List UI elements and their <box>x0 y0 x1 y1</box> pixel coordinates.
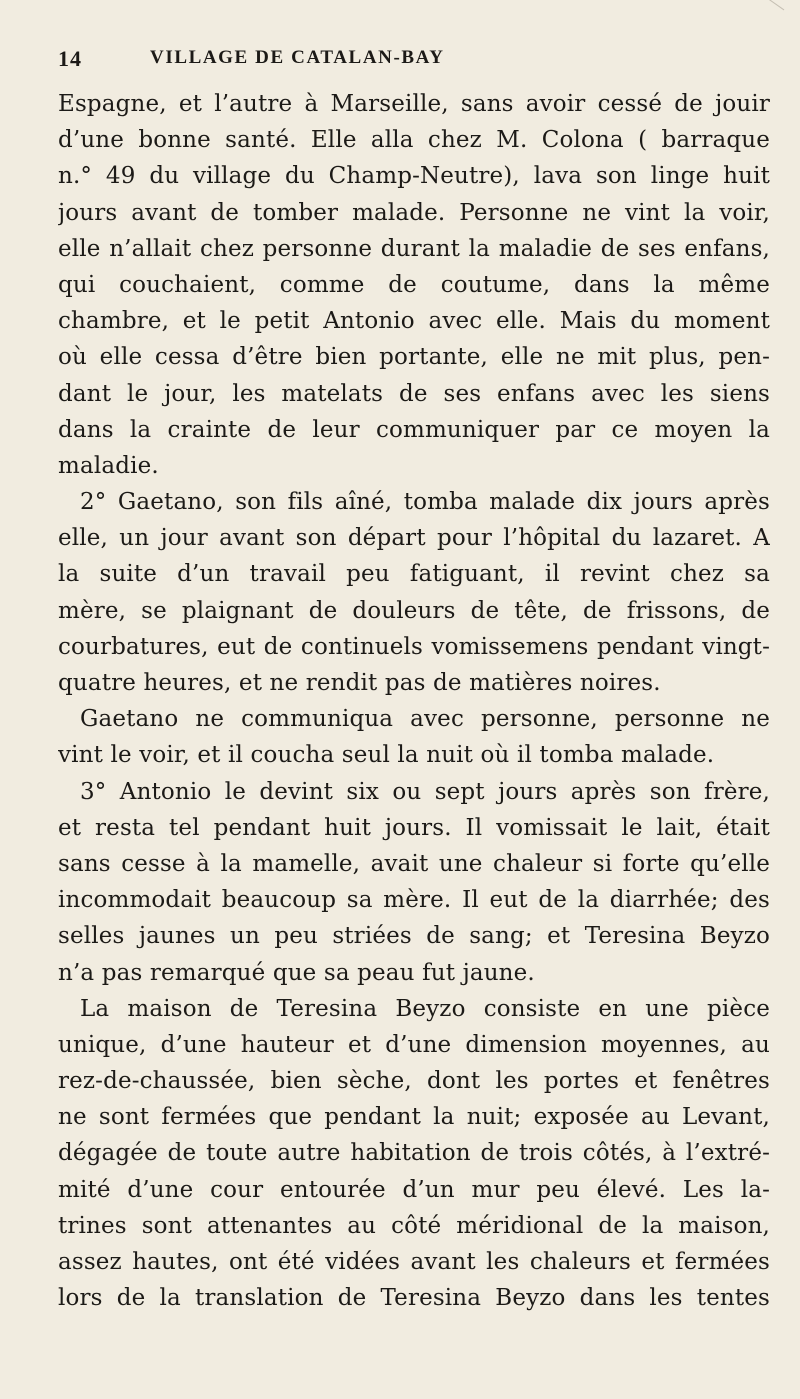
page-header <box>58 46 778 78</box>
text-line: unique, d’une hauteur et d’une dimension moyennes, au <box>58 1031 770 1058</box>
text-line: lors de la translation de Teresina Beyzo dans les tentes <box>58 1285 770 1312</box>
text-line: dans la crainte de leur communiquer par ce moyen la <box>58 416 770 443</box>
page-number: 14 <box>58 46 82 71</box>
text-line: dégagée de toute autre habitation de trois côtés, à l’extré- <box>58 1140 770 1167</box>
text-line: vint le voir, et il coucha seul la nuit où il tomba malade. <box>58 742 715 769</box>
text-line: selles jaunes un peu striées de sang; et Teresina Beyzo <box>58 923 770 950</box>
text-line: jours avant de tomber malade. Personne ne vint la voir, <box>58 199 770 226</box>
text-line: quatre heures, et ne rendit pas de matières noires. <box>58 670 661 696</box>
text-line: Espagne, et l’autre à Marseille, sans avoir cessé de jouir <box>58 91 770 117</box>
text-line: assez hautes, ont été vidées avant les chaleurs et fermées <box>58 1249 770 1275</box>
text-line: elle n’allait chez personne durant la maladie de ses enfans, <box>58 235 770 262</box>
text-line: d’une bonne santé. Elle alla chez M. Colona ( barraque <box>58 127 770 154</box>
text-line: où elle cessa d’être bien portante, elle ne mit plus, pen- <box>58 344 770 371</box>
text-line: n.° 49 du village du Champ-Neutre), lava son linge huit <box>58 163 770 190</box>
text-line: mité d’une cour entourée d’un mur peu élevé. Les la- <box>58 1176 770 1203</box>
corner-mark <box>769 0 797 10</box>
text-line: maladie. <box>58 452 159 479</box>
text-line: incommodait beaucoup sa mère. Il eut de la diarrhée; des <box>58 887 770 914</box>
text-line: chambre, et le petit Antonio avec elle. Mais du moment <box>58 308 770 335</box>
text-line: elle, un jour avant son départ pour l’hôpital du lazaret. A <box>58 525 770 552</box>
text-line: courbatures, eut de continuels vomissemens pendant vingt- <box>58 633 770 660</box>
text-line: la suite d’un travail peu fatiguant, il revint chez sa <box>58 561 770 588</box>
running-title: VILLAGE DE CATALAN-BAY <box>150 47 445 68</box>
text-line: 3° Antonio le devint six ou sept jours après son frère, <box>80 778 770 805</box>
text-line: trines sont attenantes au côté méridional de la maison, <box>58 1212 770 1239</box>
text-line: ne sont fermées que pendant la nuit; exposée au Levant, <box>58 1104 770 1131</box>
text-line: et resta tel pendant huit jours. Il vomissait le lait, était <box>58 814 770 841</box>
text-line: mère, se plaignant de douleurs de tête, de frissons, de <box>58 597 770 624</box>
text-line: n’a pas remarqué que sa peau fut jaune. <box>58 959 535 986</box>
text-line: sans cesse à la mamelle, avait une chaleur si forte qu’elle <box>58 850 770 877</box>
text-line: 2° Gaetano, son fils aîné, tomba malade dix jours après <box>80 489 770 516</box>
text-line: La maison de Teresina Beyzo consiste en une pièce <box>80 995 770 1022</box>
text-line: dant le jour, les matelats de ses enfans avec les siens <box>58 380 770 407</box>
text-line: qui couchaient, comme de coutume, dans la même <box>58 271 770 298</box>
text-line: Gaetano ne communiqua avec personne, personne ne <box>80 706 770 733</box>
body-text <box>58 86 770 1316</box>
text-line: rez-de-chaussée, bien sèche, dont les portes et fenêtres <box>58 1068 770 1095</box>
